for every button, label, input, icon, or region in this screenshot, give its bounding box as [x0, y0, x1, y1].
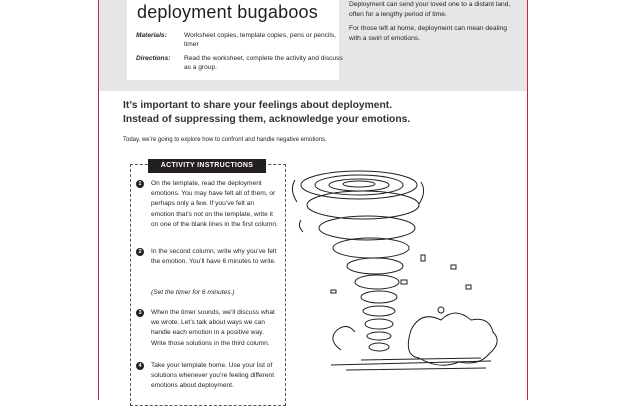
worksheet-page [98, 0, 528, 400]
step-number-icon: 2 [136, 248, 144, 256]
intro-paragraph: For those left at home, deployment can mean dealing with a swirl of emotions. [349, 25, 507, 42]
page-title: deployment bugaboos [137, 2, 318, 22]
step-text: In the second column, write why you’ve felt the emotion. You’ll have 6 minutes to write. [151, 248, 277, 266]
directions-label: Directions: [136, 55, 171, 62]
intro-text [349, 0, 519, 48]
tornado-illustration-icon [291, 160, 516, 390]
header-band [99, 0, 527, 91]
activity-instructions-box [130, 164, 286, 406]
step-text: Take your template home. Use your list of solutions whenever you’re feeling different emotions about deployment. [151, 362, 275, 390]
activity-header: ACTIVITY INSTRUCTIONS [148, 159, 266, 173]
step-number-icon: 4 [136, 362, 144, 370]
materials-value: Worksheet copies, template copies, pens or pencils, timer [184, 32, 336, 48]
intro-paragraph: Deployment can send your loved one to a distant land, often for a lengthy period of time. [349, 1, 511, 18]
step-text: When the timer sounds, we’ll discuss what we wrote. Let’s talk about ways we can handle each emotion in a positive way. Write those solutions in the third column. [151, 309, 275, 347]
step-number-icon: 1 [136, 180, 144, 188]
timer-note: (Set the timer for 6 minutes.) [151, 289, 235, 296]
headline-line: It’s important to share your feelings about deployment. [123, 100, 393, 111]
step-text: On the template, read the deployment emotions. You may have felt all of them, or perhaps only a few. If you’ve felt an emotion that’s not on the template, write it on one of the blank lines in the first column. [151, 180, 278, 228]
headline [123, 99, 523, 126]
materials-label: Materials: [136, 32, 167, 39]
directions-value: Read the worksheet, complete the activity and discuss as a group. [184, 55, 343, 71]
step-number-icon: 3 [136, 309, 144, 317]
subtitle: Today, we’re going to explore how to confront and handle negative emotions. [123, 137, 327, 143]
headline-line: Instead of suppressing them, acknowledge your emotions. [123, 113, 411, 125]
title-card [127, 0, 343, 80]
